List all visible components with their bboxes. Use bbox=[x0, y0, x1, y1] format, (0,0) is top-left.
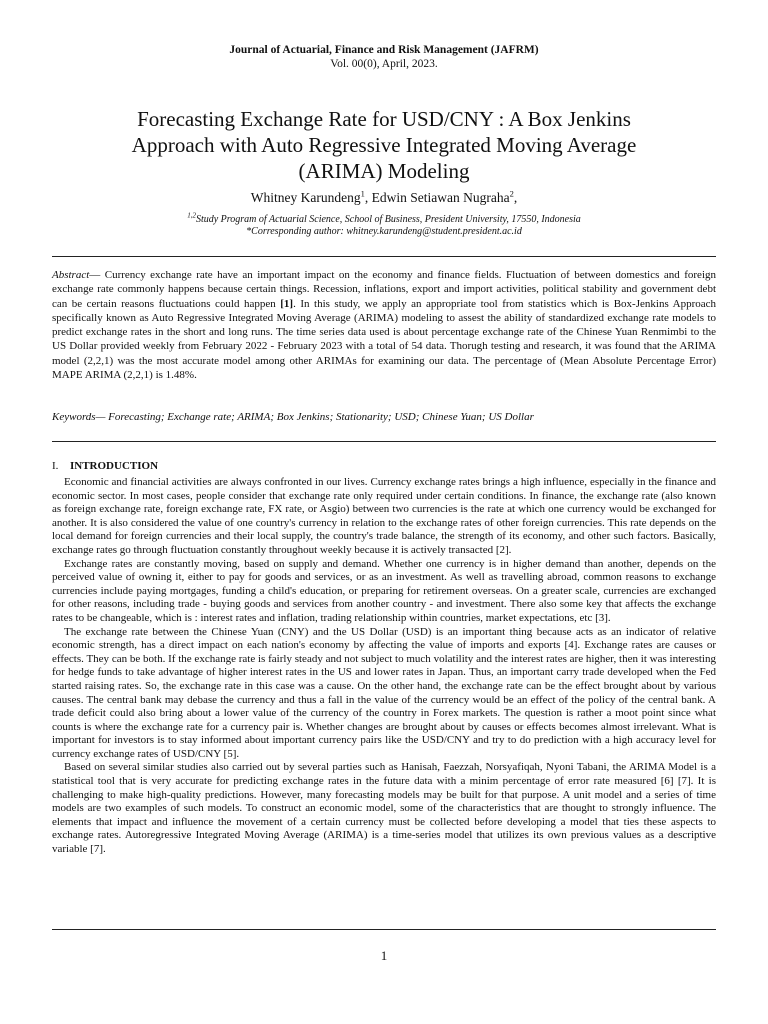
author-list-trail: , bbox=[513, 190, 518, 205]
author-2-affil-mark: 2 bbox=[509, 188, 514, 199]
affiliation bbox=[0, 211, 768, 226]
affiliation-mark: 1,2 bbox=[187, 211, 196, 220]
author-1-affil-mark: 1 bbox=[360, 188, 365, 199]
section-title: INTRODUCTION bbox=[70, 460, 159, 472]
author-1: Whitney Karundeng bbox=[250, 190, 361, 205]
paragraph-1: Economic and financial activities are always confronted in our lives. Currency exchange rates brings a high influence, especially in the finance and economic sector. In most cases, people consider that exchange rate only required under certain conditions. In finance, the exchange rate (also known as foreign exchange rate, foreign exchange rate, FX rate, or Asgio) between two currencies is the rate at which one currency would be exchanged for another. It is also considered the value of one country's currency in relation to the exchange rates of other foreign currencies. This rate depends on the local demand for foreign currencies and their local supply, the country's trade balance, the strength of its economy, and other such factors. Basically, exchange rates go through fluctuation constantly throughout weekly because it is actively transacted [2]. bbox=[52, 476, 716, 556]
abstract-label: Abstract bbox=[52, 269, 90, 281]
top-divider bbox=[52, 256, 716, 257]
abstract-text-b: . In this study, we apply an appropriate tool from statistics which is Box-Jenkins Approach specifically known as Auto Regressive Integrated Moving Average (ARIMA) modeling to assest the ability of standardized exchange rate models to predict exchange rates in the short and long runs. The time series data used is about percentage exchange rate of the Chinese Yuan Renmimbi to the US Dollar provided weekly from February 2022 - February 2023 with a total of 54 data. Thorugh testing and research, it was found that the ARIMA model (2,2,1) was the most accurate model among other ARIMAs for examining our data. The percentage of (Mean Absolute Percentage Error) MAPE ARIMA (2,2,1) is 1.48%. bbox=[52, 297, 716, 382]
abstract-dash: — bbox=[89, 269, 105, 281]
paragraph-4: Based on several similar studies also carried out by several parties such as Hanisah, Faezzah, Norsyafiqah, Nyoni Tabani, the ARIMA Model is a statistical tool that is very accurate for predicting exchange rates in the future data with a minim percentage of error rate measured [6] [7]. It is challenging to make high-quality predictions. However, many forecasting models may be built for that purpose. A unit model and a series of time models are two examples of such models. To construct an economic model, some of the characteristics that are thought to strongly influence. The elements that impact and influence the movement of a certain currency must be collected before developing a model that ties these aspects to exchange rates. Autoregressive Integrated Moving Average (ARIMA) is a time-series model that utilizes its own previous values as a descriptive variable [7]. bbox=[52, 761, 716, 856]
journal-name: Journal of Actuarial, Finance and Risk Management (JAFRM) bbox=[229, 44, 539, 56]
corresponding-author: *Corresponding author: whitney.karundeng@student.president.ac.id bbox=[246, 226, 522, 237]
abstract bbox=[52, 268, 716, 382]
section-number: I. bbox=[52, 460, 59, 472]
abstract-citation: [1] bbox=[280, 297, 294, 310]
author-2: , Edwin Setiawan Nugraha bbox=[364, 190, 510, 205]
paragraph-2: Exchange rates are constantly moving, based on supply and demand. Whether one currency is in higher demand than another, depends on the perceived value of owning it, either to pay for goods and services, or as an investment. As well as travelling abroad, common reasons to exchange currencies include paying mortgages, funding a child's education, or preparing for retirement overseas. On a greater scale, currencies are exchanged for other reasons, including trade - buying goods and services from another country - and investment. There also some key that affects the exchange rates to be changeable, which is : interest rates and inflation, trading relationship within countries, market expectations, etc [3]. bbox=[52, 557, 716, 624]
page-number: 1 bbox=[380, 948, 388, 963]
journal-volume: Vol. 00(0), April, 2023. bbox=[330, 58, 438, 70]
body-text bbox=[52, 476, 716, 857]
keywords-divider bbox=[52, 441, 716, 442]
section-heading bbox=[52, 459, 716, 473]
author-list bbox=[0, 190, 768, 206]
affiliation-text: Study Program of Actuarial Science, School of Business, President University, 17550, Indonesia bbox=[195, 214, 581, 225]
paragraph-3: The exchange rate between the Chinese Yuan (CNY) and the US Dollar (USD) is an important thing because acts as an indicator of relative economic strength, has a direct impact on each nation's economy by affecting the value of imports and exports [4]. Exchange rates are causes or effects. They can be both. If the exchange rate is fairly steady and not subject to much volatility and the interest rates are higher, then it was interesting for hedge funds to take advantage of higher interest rates in the US and lower rates in Japan. Thus, an important carry trade developed when the Fed started raising rates. So, the exchange rate in this case was a cause. On the other hand, the exchange rate can be the effect brought about by various causes. The central bank may debase the currency and thus a fall in the value of the currency would be an effect of the policy of the central bank. A trade deficit could also bring about a lower value of the currency of the country in Forex markets. The question is rather a moot point since what counts is where the exchange rate for a currency pair is. Whether changes are brought about by causes or effects becomes almost irrelevant. What is important for investors is to stay informed about important currency pairs like the USD/CNY and try to do prediction with a high accuracy level for currency exchange rates of USD/CNY [5]. bbox=[52, 625, 716, 760]
abstract-text-a: Currency exchange rate have an important impact on the economy and finance fields. Fluctuation of between domestics and foreign exchange rate commonly happens because certain things. Recession, inflations, export and import activities, political stability and government debt can be certain reasons fluctuations could happen bbox=[52, 269, 717, 310]
paper-title: Forecasting Exchange Rate for USD/CNY : A Box Jenkins Approach with Auto Regressive Integrated Moving Average (ARIMA) Modeling bbox=[131, 107, 637, 183]
footer-divider bbox=[52, 929, 716, 930]
keywords: Keywords— Forecasting; Exchange rate; ARIMA; Box Jenkins; Stationarity; USD; Chinese Yuan; US Dollar bbox=[52, 411, 534, 423]
